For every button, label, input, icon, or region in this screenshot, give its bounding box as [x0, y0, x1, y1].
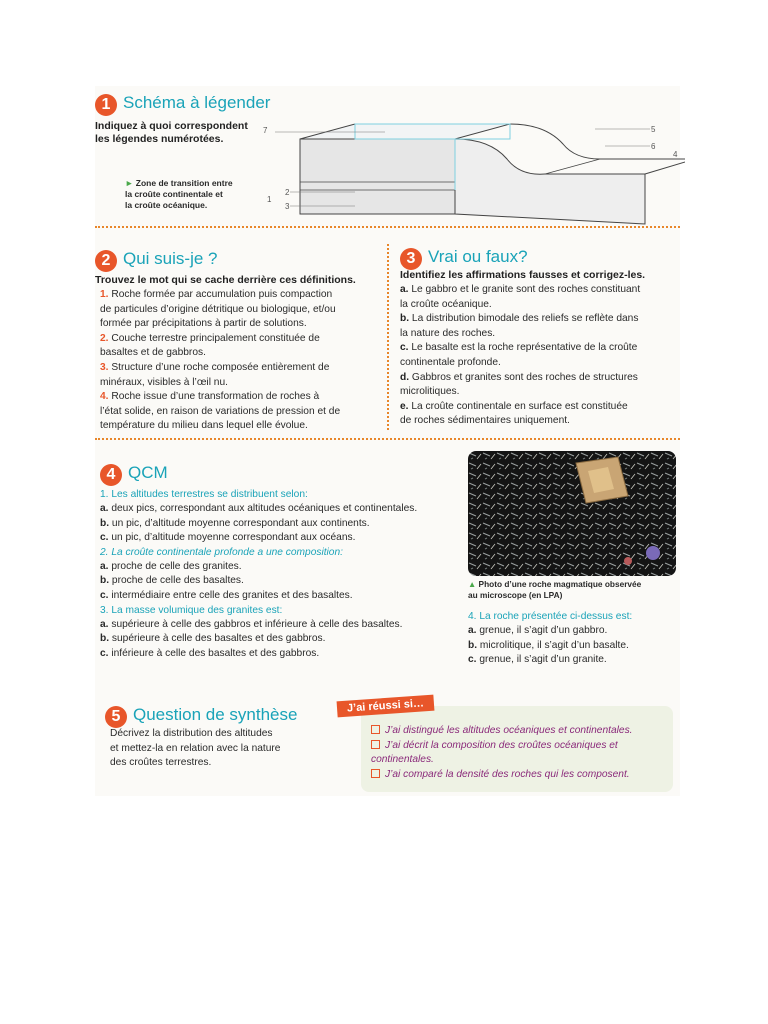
ex2-number-badge: 2	[95, 250, 117, 272]
ex5-number-badge: 5	[105, 706, 127, 728]
ex4-question-3: 3. La masse volumique des granites est:	[100, 604, 283, 616]
ex4-options-3: a. supérieure à celle des gabbros et inférieure à celle des basaltes. b. supérieure à celle des basaltes et des gabbros. c. inférieure à celle des basaltes et des gabbros.	[100, 618, 403, 659]
divider	[387, 244, 389, 430]
ex5-title: Question de synthèse	[133, 705, 298, 724]
ex1-number-badge: 1	[95, 94, 117, 116]
ex3-statements	[400, 283, 670, 429]
ex2-item: 3. Structure d’une roche composée entièrement de minéraux, visibles à l’œil nu.	[100, 361, 330, 388]
divider	[95, 226, 680, 228]
ex4-question-4-block	[468, 610, 678, 668]
ex2-title: Qui suis-je ?	[123, 249, 218, 268]
ex4-options-2: a. proche de celle des granites. b. proche de celle des basaltes. c. intermédiaire entre celle des granites et des basaltes.	[100, 560, 353, 601]
criteria-item: J’ai décrit la composition des croûtes océaniques et continentales.	[371, 739, 618, 766]
ex3-item: c. Le basalte est la roche représentative de la croûte continentale profonde.	[400, 342, 638, 368]
ex2-item: 2. Couche terrestre principalement constituée de basaltes et de gabbros.	[100, 332, 320, 359]
ex1-instruction: Indiquez à quoi correspondent les légendes numérotées.	[95, 120, 248, 145]
ex4-questions	[100, 488, 465, 661]
ex1-note: ► Zone de transition entre la croûte continentale et la croûte océanique.	[125, 178, 233, 210]
legend-label-2: 2	[285, 188, 290, 197]
ex4-question-2: 2. La croûte continentale profonde a une composition:	[100, 546, 343, 558]
ex2-item: 1. Roche formée par accumulation puis compaction de particules d’origine détritique ou biologique, et/ou formée par précipitations à partir de solutions.	[100, 289, 336, 330]
criteria-item: J’ai distingué les altitudes océaniques et continentales.	[371, 724, 671, 739]
success-criteria-tag: J’ai réussi si…	[337, 695, 435, 718]
ex3-item: b. La distribution bimodale des reliefs se reflète dans la nature des roches.	[400, 313, 639, 339]
ex3-item: a. Le gabbro et le granite sont des roches constituant la croûte océanique.	[400, 284, 641, 310]
ex4-title: QCM	[128, 463, 168, 482]
ex3-title: Vrai ou faux?	[428, 247, 528, 266]
ex2-item: 4. Roche issue d’une transformation de roches à l’état solide, en raison de variations de pression et de température du milieu dans lequel elle évolue.	[100, 391, 341, 432]
checkbox-icon[interactable]	[371, 725, 380, 734]
ex2-definitions	[100, 288, 375, 434]
crust-block-diagram	[245, 104, 685, 234]
ex4-options-1: a. deux pics, correspondant aux altitudes océaniques et continentales. b. un pic, d’altitude moyenne correspondant aux continents. c. un pic, d’altitude moyenne correspondant aux océans.	[100, 503, 418, 544]
success-criteria-list	[371, 724, 671, 782]
ex3-item: d. Gabbros et granites sont des roches de structures microlitiques.	[400, 371, 638, 398]
legend-label-6: 6	[651, 142, 656, 151]
checkbox-icon[interactable]	[371, 769, 380, 778]
ex2-instruction: Trouvez le mot qui se cache derrière ces définitions.	[95, 274, 356, 286]
photo-caption: ▲ Photo d’une roche magmatique observée au microscope (en LPA)	[468, 579, 642, 600]
criteria-item: J’ai comparé la densité des roches qui les composent.	[371, 768, 671, 783]
microscope-photo	[468, 451, 676, 576]
legend-label-1: 1	[267, 195, 272, 204]
legend-label-7: 7	[263, 126, 268, 135]
ex5-text: Décrivez la distribution des altitudes et mettez-la en relation avec la nature des croûtes terrestres.	[110, 728, 281, 769]
ex4-question-4: 4. La roche présentée ci-dessus est:	[468, 611, 633, 622]
worksheet-page	[95, 86, 680, 796]
ex4-number-badge: 4	[100, 464, 122, 486]
legend-label-4: 4	[673, 150, 678, 159]
ex3-instruction: Identifiez les affirmations fausses et corrigez-les.	[400, 269, 646, 281]
divider	[95, 438, 680, 440]
ex3-number-badge: 3	[400, 248, 422, 270]
ex1-title: Schéma à légender	[123, 93, 271, 112]
ex3-item: e. La croûte continentale en surface est constituée de roches sédimentaires uniquement.	[400, 400, 628, 427]
legend-label-3: 3	[285, 202, 290, 211]
legend-label-5: 5	[651, 125, 656, 134]
ex4-options-4: a. grenue, il s’agit d’un gabbro. b. microlitique, il s’agit d’un basalte. c. grenue, il s’agit d’un granite.	[468, 625, 629, 666]
ex4-question-1: 1. Les altitudes terrestres se distribuent selon:	[100, 489, 308, 500]
checkbox-icon[interactable]	[371, 740, 380, 749]
